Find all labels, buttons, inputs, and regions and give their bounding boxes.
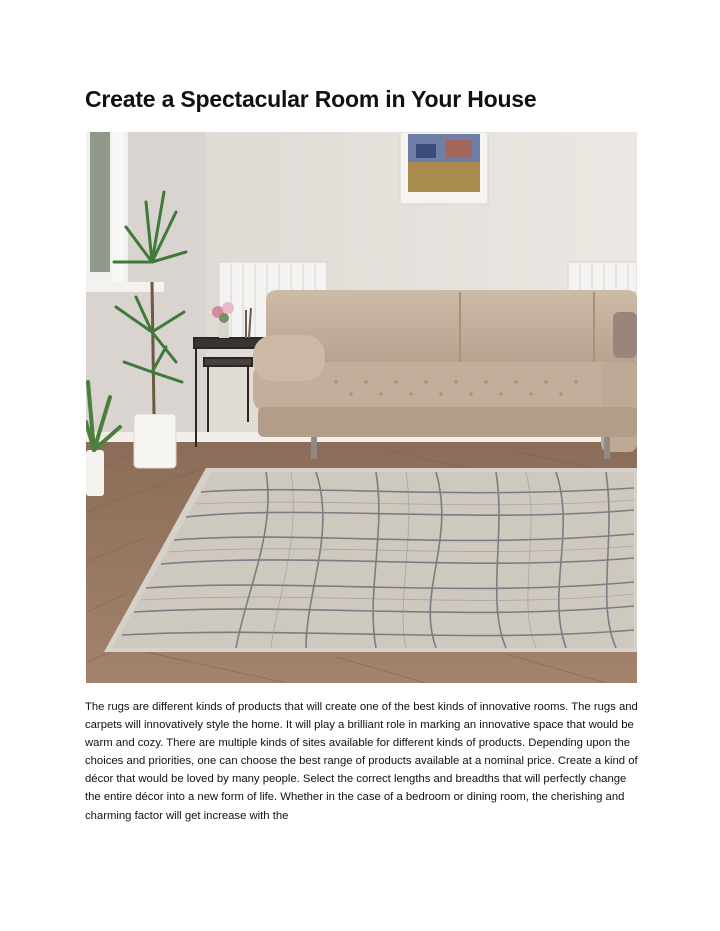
living-room-photo	[86, 132, 637, 683]
radiator-right	[568, 262, 637, 292]
page-title: Create a Spectacular Room in Your House	[85, 86, 537, 112]
body-paragraph: The rugs are different kinds of products that will create one of the best kinds of innovative rooms. The rugs and carpets will innovatively style the home. It will play a brilliant role in marking an innovative space that would be warm and cozy. There are multiple kinds of sites available for different kinds of products. Depending upon the choices and priorities, one can choose the best range of products available at a nominal price. Create a kind of décor that would be loved by many people. Select the correct lengths and breadths that will perfectly change the entire décor into a new form of life. Whether in the case of a bedroom or dining room, the cherishing and charming factor will get increase with the	[85, 701, 638, 822]
sectional-sofa	[253, 290, 637, 459]
